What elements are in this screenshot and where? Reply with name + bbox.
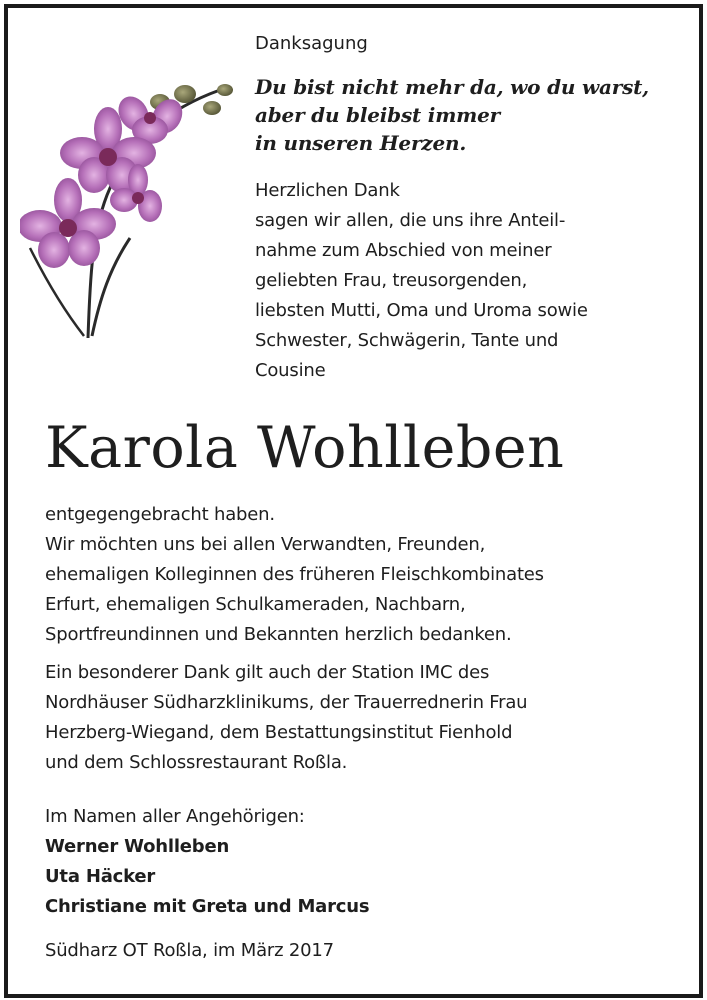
signoff-block <box>45 802 369 922</box>
body-line: Nordhäuser Südharzklinikums, der Trauerrednerin Frau <box>45 692 528 713</box>
quote-line: Du bist nicht mehr da, wo du warst, <box>255 75 649 99</box>
place-date: Südharz OT Roßla, im März 2017 <box>45 940 334 961</box>
thanks-line: Herzlichen Dank <box>255 180 400 201</box>
thanks-line: Schwester, Schwägerin, Tante und <box>255 330 559 351</box>
quote-block <box>255 73 649 157</box>
signoff-name: Christiane mit Greta und Marcus <box>45 896 370 917</box>
signoff-intro: Im Namen aller Angehörigen: <box>45 806 305 827</box>
body-text <box>45 500 685 778</box>
body-line: Erfurt, ehemaligen Schulkameraden, Nachbarn, <box>45 594 466 615</box>
body-line: ehemaligen Kolleginnen des früheren Fleischkombinates <box>45 564 544 585</box>
thanks-line: nahme zum Abschied von meiner <box>255 240 552 261</box>
signoff-name: Werner Wohlleben <box>45 836 230 857</box>
quote-line: aber du bleibst immer <box>255 103 500 127</box>
body-line: Sportfreundinnen und Bekannten herzlich bedanken. <box>45 624 512 645</box>
body-line: und dem Schlossrestaurant Roßla. <box>45 752 348 773</box>
paragraph-special-thanks <box>45 658 685 778</box>
deceased-name: Karola Wohlleben <box>45 415 565 481</box>
quote-line: in unseren Herzen. <box>255 131 467 155</box>
signoff-name: Uta Häcker <box>45 866 156 887</box>
body-line: entgegengebracht haben. <box>45 504 275 525</box>
body-line: Herzberg-Wiegand, dem Bestattungsinstitut Fienhold <box>45 722 513 743</box>
paragraph-gratitude <box>45 500 685 650</box>
heading-danksagung: Danksagung <box>255 33 368 54</box>
orchid-icon <box>20 78 250 348</box>
thanks-line: Cousine <box>255 360 326 381</box>
thanks-block <box>255 176 588 386</box>
thanks-line: sagen wir allen, die uns ihre Anteil- <box>255 210 566 231</box>
body-line: Ein besonderer Dank gilt auch der Station IMC des <box>45 662 490 683</box>
body-line: Wir möchten uns bei allen Verwandten, Freunden, <box>45 534 486 555</box>
thanks-line: liebsten Mutti, Oma und Uroma sowie <box>255 300 588 321</box>
thanks-line: geliebten Frau, treusorgenden, <box>255 270 528 291</box>
